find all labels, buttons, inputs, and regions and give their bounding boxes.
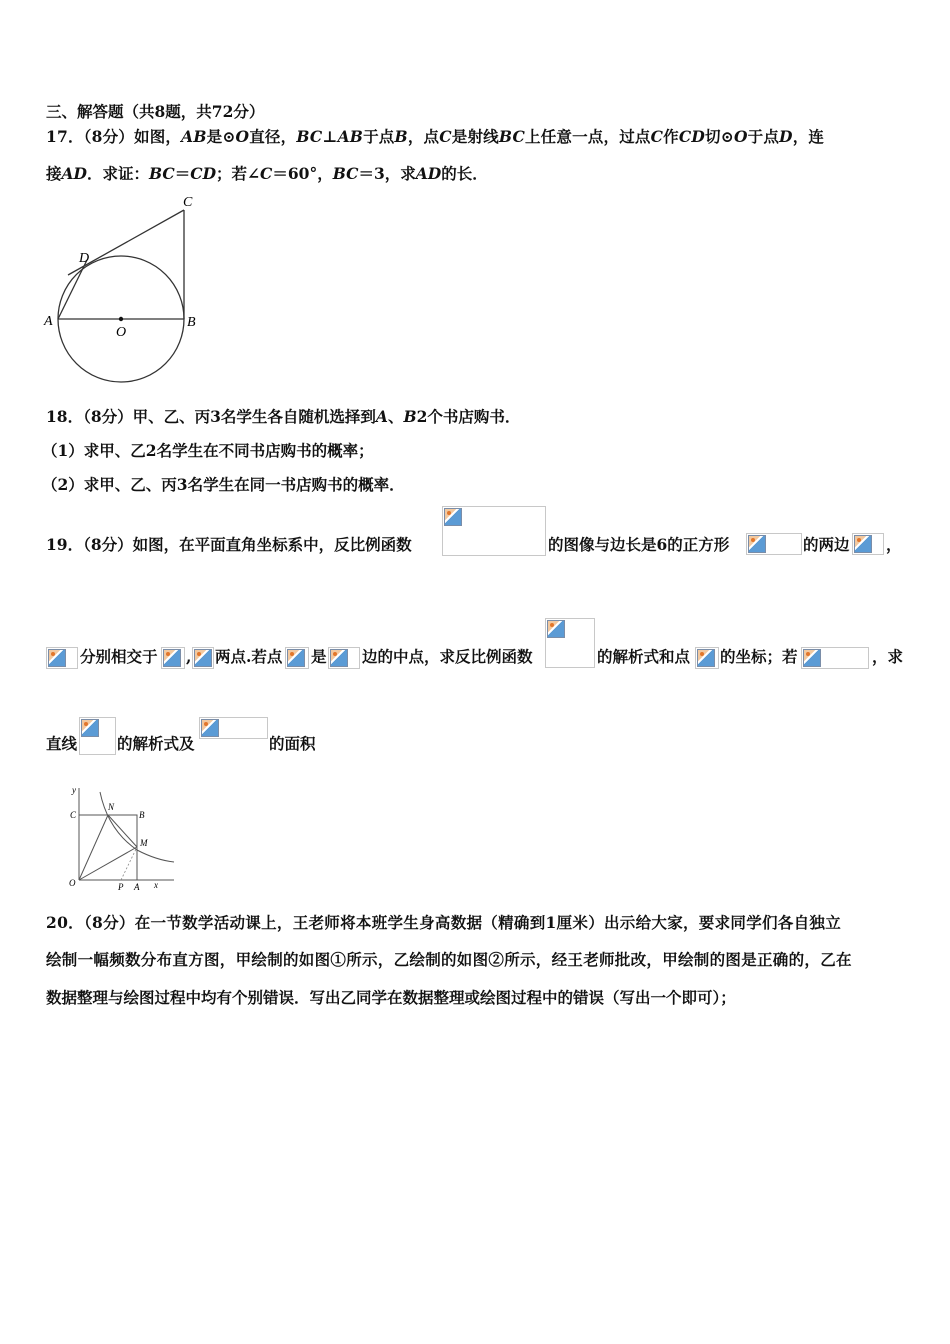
broken-image-formula bbox=[192, 647, 214, 669]
q17-text: CD bbox=[190, 164, 217, 183]
broken-image-formula bbox=[46, 647, 78, 669]
label-a: A bbox=[134, 882, 140, 892]
q17-text: BC bbox=[149, 164, 175, 183]
q18-text: 18．（8分）甲、乙、丙3名学生各自随机选择到 bbox=[46, 407, 376, 426]
broken-image-icon bbox=[287, 649, 305, 667]
q17-text: 是⊙ bbox=[206, 127, 236, 146]
q17-text: AD bbox=[415, 164, 442, 183]
q17-text: 的长． bbox=[441, 164, 488, 183]
q17-text: AB bbox=[337, 127, 364, 146]
q17-text: C bbox=[439, 127, 452, 146]
q17-text: ，连 bbox=[792, 127, 825, 146]
broken-image-formula bbox=[545, 618, 595, 668]
q20-line-3: 数据整理与绘图过程中均有个别错误．写出乙同学在数据整理或绘图过程中的错误（写出一个即可）； bbox=[46, 988, 736, 1007]
broken-image-formula bbox=[79, 717, 116, 755]
broken-image-icon bbox=[854, 535, 872, 553]
q17-text: AD bbox=[61, 164, 87, 183]
q18-text: 、 bbox=[387, 407, 404, 426]
q17-text: ，点 bbox=[407, 127, 440, 146]
q17-text: B bbox=[394, 127, 408, 146]
broken-image-formula bbox=[746, 533, 802, 555]
broken-image-icon bbox=[330, 649, 348, 667]
label-a: A bbox=[44, 314, 53, 329]
q17-text: C bbox=[650, 127, 664, 146]
q19-line-2c: 两点.若点 bbox=[215, 647, 283, 666]
q17-text: O bbox=[733, 127, 748, 146]
broken-image-icon bbox=[163, 649, 181, 667]
broken-image-icon bbox=[81, 719, 99, 737]
broken-image-formula bbox=[852, 533, 884, 555]
q17-text: 切⊙ bbox=[705, 127, 734, 146]
q19-line-2h: ，求 bbox=[872, 647, 904, 666]
q18-text: B bbox=[403, 407, 417, 426]
q17-text: ⊥ bbox=[322, 127, 338, 146]
q17-text: AB bbox=[181, 127, 207, 146]
broken-image-icon bbox=[803, 649, 821, 667]
q17-text: BC bbox=[498, 127, 525, 146]
q19-line-2e: 边的中点，求反比例函数 bbox=[362, 647, 533, 666]
broken-image-formula bbox=[285, 647, 309, 669]
label-p: P bbox=[118, 882, 124, 892]
q19-line-3c: 的面积 bbox=[269, 734, 316, 753]
q18-line-1 bbox=[46, 406, 520, 428]
broken-image-icon bbox=[194, 649, 212, 667]
q18-text: 2个书店购书． bbox=[416, 407, 521, 426]
broken-image-icon bbox=[697, 649, 715, 667]
q19-line-1: 19．（8分）如图，在平面直角坐标系中，反比例函数 bbox=[46, 535, 412, 554]
label-y: y bbox=[72, 785, 76, 795]
broken-image-icon bbox=[444, 508, 462, 526]
q19-line-3b: 的解析式及 bbox=[117, 734, 195, 753]
label-c: C bbox=[183, 195, 193, 210]
q17-line-1 bbox=[46, 126, 824, 148]
q20-line-1: 20．（8分）在一节数学活动课上，王老师将本班学生身高数据（精确到1厘米）出示给大家，要求同学们各自独立 bbox=[46, 913, 841, 932]
q17-text: 上任意一点，过点 bbox=[525, 127, 651, 146]
q19-line-2b: , bbox=[186, 647, 192, 666]
q17-text: 于点 bbox=[363, 127, 395, 146]
q18-text: A bbox=[375, 407, 388, 426]
q17-text: C bbox=[260, 164, 273, 183]
broken-image-formula bbox=[695, 647, 719, 669]
q17-text: ；若∠ bbox=[216, 164, 261, 183]
label-n: N bbox=[108, 802, 115, 812]
broken-image-icon bbox=[748, 535, 766, 553]
q19-line-1c: 的两边 bbox=[803, 535, 850, 554]
label-d: D bbox=[79, 251, 90, 266]
q19-line-1d: ， bbox=[886, 535, 902, 554]
q20-line-2: 绘制一幅频数分布直方图，甲绘制的如图①所示，乙绘制的如图②所示，经王老师批改，甲绘制的图是正确的，乙在 bbox=[46, 950, 852, 969]
q17-text: BC bbox=[296, 127, 323, 146]
q17-text: 17．（8分）如图， bbox=[46, 127, 182, 146]
q17-text: D bbox=[779, 127, 793, 146]
label-b: B bbox=[139, 810, 145, 820]
center-point bbox=[119, 317, 123, 321]
q19-line-2g: 的坐标；若 bbox=[720, 647, 798, 666]
label-m: M bbox=[140, 838, 148, 848]
q17-text: 直径， bbox=[249, 127, 297, 146]
q19-line-3a: 直线 bbox=[46, 734, 78, 753]
q17-text: BC bbox=[332, 164, 359, 183]
q17-text: 作 bbox=[663, 127, 679, 146]
broken-image-icon bbox=[48, 649, 66, 667]
label-x: x bbox=[154, 880, 158, 890]
q19-line-2f: 的解析式和点 bbox=[597, 647, 691, 666]
broken-image-formula bbox=[442, 506, 546, 556]
q17-text: 于点 bbox=[747, 127, 780, 146]
broken-image-formula bbox=[199, 717, 268, 739]
segment-ad bbox=[58, 260, 87, 319]
q17-circle-figure bbox=[40, 190, 215, 390]
section-title: 三、解答题（共8题，共72分） bbox=[46, 102, 265, 121]
segment-om bbox=[79, 847, 137, 880]
square-oabc bbox=[79, 815, 137, 880]
q18-part-1: （1）求甲、乙2名学生在不同书店购书的概率； bbox=[42, 441, 374, 460]
label-c: C bbox=[70, 810, 77, 820]
q17-text: 接 bbox=[46, 164, 62, 183]
broken-image-icon bbox=[201, 719, 219, 737]
q19-line-1b: 的图像与边长是6的正方形 bbox=[548, 535, 730, 554]
q18-part-2: （2）求甲、乙、丙3名学生在同一书店购书的概率． bbox=[42, 475, 405, 494]
q17-text: 是射线 bbox=[451, 127, 499, 146]
broken-image-formula bbox=[161, 647, 185, 669]
label-o: O bbox=[69, 878, 76, 888]
label-b: B bbox=[187, 315, 196, 330]
q17-line-2 bbox=[46, 163, 488, 185]
segment-nm bbox=[108, 815, 137, 847]
broken-image-formula bbox=[328, 647, 360, 669]
q17-text: ＝3，求 bbox=[358, 164, 416, 183]
broken-image-icon bbox=[547, 620, 565, 638]
q17-text: CD bbox=[678, 127, 706, 146]
q19-line-2a: 分别相交于 bbox=[80, 647, 158, 666]
q17-text: ＝ bbox=[174, 164, 191, 183]
broken-image-formula bbox=[801, 647, 869, 669]
segment-on bbox=[79, 815, 108, 880]
q17-text: O bbox=[235, 127, 250, 146]
q17-text: ．求证： bbox=[86, 164, 149, 183]
q19-coordinate-figure bbox=[64, 780, 184, 892]
q19-line-2d: 是 bbox=[311, 647, 327, 666]
q17-text: ＝60°， bbox=[272, 164, 333, 183]
label-o: O bbox=[116, 325, 127, 340]
